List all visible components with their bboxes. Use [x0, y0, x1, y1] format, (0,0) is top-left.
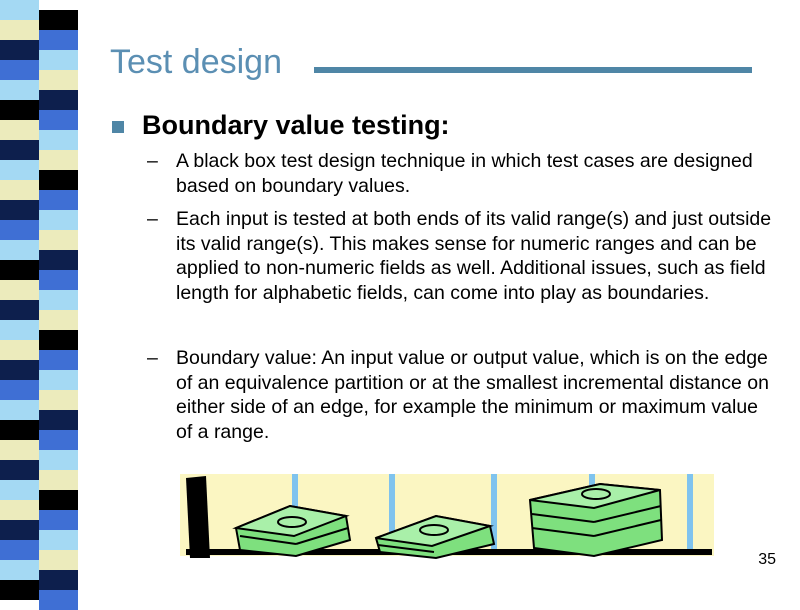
- sub-bullet-text: Boundary value: An input value or output value, which is on the edge of an equivalence partition or at the smallest incremental distance on either side of an edge, for example the minimum or maximum value of a range.: [176, 347, 769, 443]
- dash-icon: –: [147, 150, 158, 172]
- dash-icon: –: [147, 347, 158, 369]
- page-number: 35: [758, 551, 776, 568]
- sub-bullet-text: Each input is tested at both ends of its valid range(s) and just outside its valid range(s). This makes sense for numeric ranges and can be applied to non-numeric fields as well. Additional issues, such as field length for alphabetic fields, can come into play as boundaries.: [176, 208, 772, 304]
- chart-axis-bar: [186, 476, 210, 558]
- dash-icon: –: [147, 208, 158, 230]
- slide-title: Test design: [110, 43, 282, 81]
- sub-bullet-text: A black box test design technique in which test cases are designed based on boundary values.: [176, 150, 753, 197]
- money-stack-large-icon: [530, 484, 662, 556]
- main-bullet-text: Boundary value testing:: [142, 110, 450, 140]
